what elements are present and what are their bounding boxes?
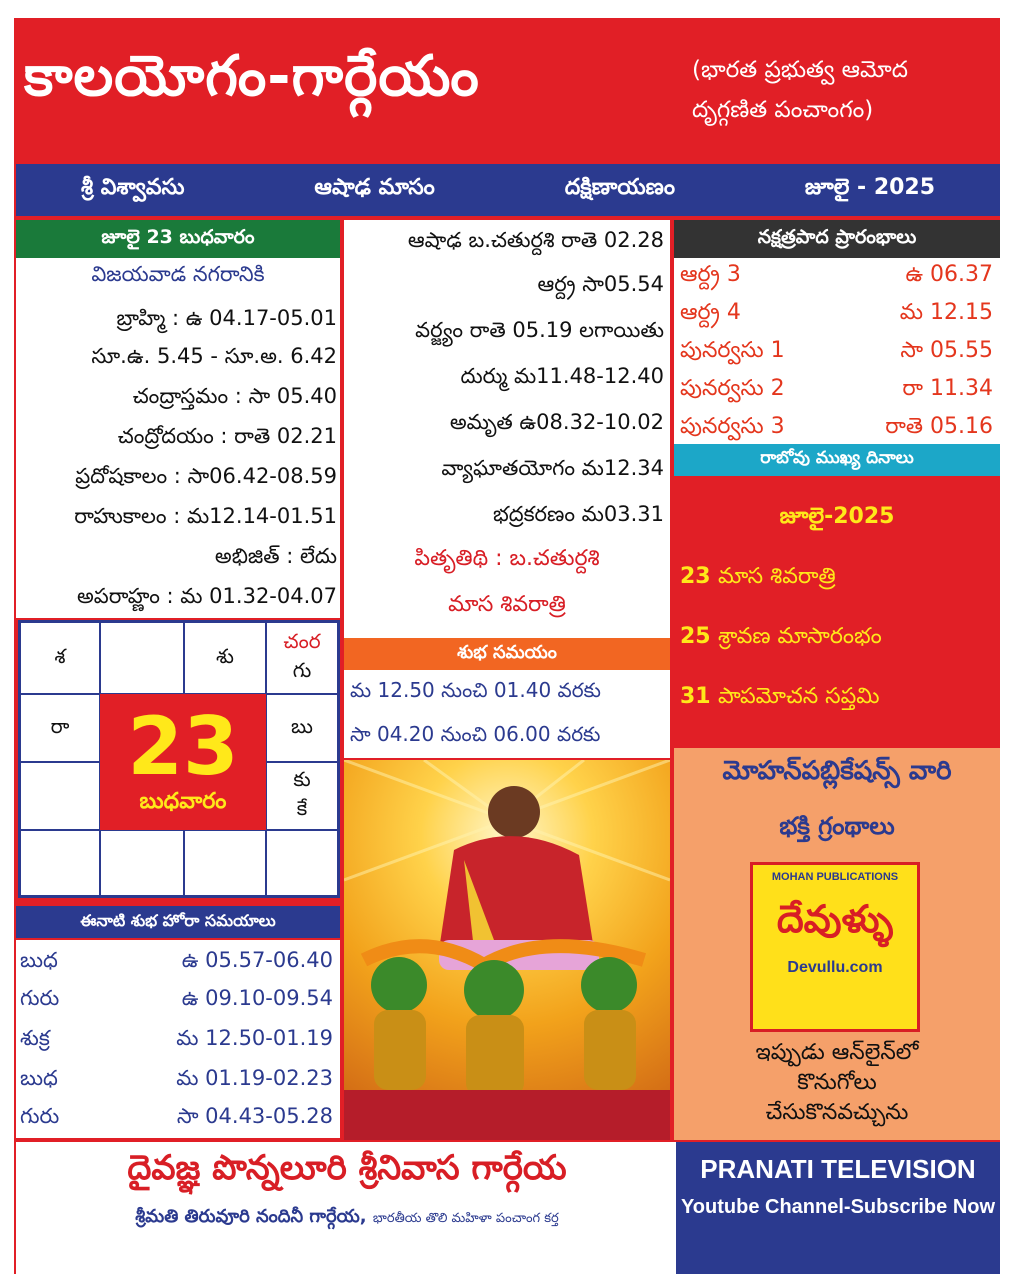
book-title: దేవుళ్ళు — [776, 897, 894, 941]
calendar-info-bar — [16, 164, 1000, 216]
buy-line: చేసుకొనవచ్చును — [765, 1100, 909, 1125]
hora-name: గురు — [20, 986, 60, 1010]
durmuhurtam-row: దుర్ము మ11.48-12.40 — [460, 364, 664, 388]
buy-line: కొనుగోలు — [797, 1070, 877, 1095]
priest-photo — [344, 760, 670, 1140]
timing-row: రాహుకాలం : మ12.14-01.51 — [74, 504, 337, 528]
page-subtitle — [692, 50, 997, 130]
grid-cell: శ — [20, 622, 100, 694]
nakshatra-name: పునర్వసు 1 — [680, 338, 785, 363]
upcoming-desc: మాస శివరాత్రి — [718, 564, 836, 589]
timing-row: చంద్రోదయం : రాతె 02.21 — [117, 424, 337, 448]
priest-illustration — [344, 760, 670, 1140]
grid-cell — [20, 830, 100, 896]
nakshatra-name: ఆర్ద్ర 3 — [680, 262, 741, 287]
upcoming-desc: శ్రావణ మాసారంభం — [718, 624, 882, 649]
upcoming-desc: పాపమోచన సప్తమి — [718, 684, 880, 709]
upcoming-day: 25 — [680, 624, 711, 649]
chandra-label: చంర — [283, 629, 321, 653]
graha-chart — [18, 620, 340, 898]
hora-time: ఉ 09.10-09.54 — [181, 986, 333, 1010]
grid-cell — [266, 622, 338, 694]
karanam-row: భద్రకరణం మ03.31 — [493, 502, 664, 526]
nakshatra-time: రాతె 05.16 — [885, 414, 993, 439]
timing-row: అపరాహ్ణం : మ 01.32-04.07 — [77, 584, 337, 608]
page-title: కాలయోగం-గార్గేయం — [24, 44, 480, 109]
hora-time: ఉ 05.57-06.40 — [181, 948, 333, 972]
ketu-label: కే — [296, 796, 308, 820]
tithi-row: ఆషాఢ బ.చతుర్దశి రాతె 02.28 — [407, 228, 664, 252]
subtitle-line-1: (భారత ప్రభుత్వ ఆమోద — [692, 57, 908, 83]
grid-cell: బు — [266, 694, 338, 762]
masam: ఆషాఢ మాసం — [314, 175, 435, 200]
devullu-book-cover[interactable] — [750, 862, 920, 1032]
guru-label: గు — [292, 658, 312, 682]
upcoming-day: 23 — [680, 564, 711, 589]
kuja-label: కు — [293, 767, 311, 791]
timing-row: ప్రదోషకాలం : సా06.42-08.59 — [75, 464, 337, 488]
coauthor-line — [22, 1206, 672, 1231]
timing-row: బ్రాహ్మి : ఉ 04.17-05.01 — [116, 306, 337, 330]
samvatsara: శ్రీ విశ్వావసు — [80, 175, 185, 200]
hora-name: శుక్ర — [20, 1026, 50, 1050]
hora-time: మ 12.50-01.19 — [176, 1026, 333, 1050]
author-name: దైవజ్ఞ పొన్నలూరి శ్రీనివాస గార్గేయ — [127, 1148, 567, 1188]
grid-cell — [20, 762, 100, 830]
upcoming-days-header: రాబోవు ముఖ్య దినాలు — [674, 444, 1000, 476]
date-header: జూలై 23 బుధవారం — [16, 220, 340, 258]
grid-cell: రా — [20, 694, 100, 762]
month-year: జూలై - 2025 — [804, 175, 936, 200]
subtitle-line-2: దృగ్గణిత పంచాంగం) — [692, 97, 874, 123]
nakshatra-time: మ 12.15 — [899, 300, 993, 325]
hora-time: మ 01.19-02.23 — [176, 1066, 333, 1090]
grid-cell — [266, 830, 338, 896]
timing-row: అభిజిత్ : లేదు — [214, 544, 337, 568]
hora-name: బుధ — [20, 948, 58, 972]
ayanam: దక్షిణాయణం — [564, 175, 675, 200]
grid-cell — [266, 762, 338, 830]
shubha-time: మ 12.50 నుంచి 01.40 వరకు — [350, 678, 601, 702]
nakshatra-name: పునర్వసు 3 — [680, 414, 785, 439]
ad-title: మోహన్‌పబ్లికేషన్స్ వారి — [722, 756, 952, 786]
book-brand: MOHAN PUBLICATIONS — [771, 871, 899, 883]
book-site: Devullu.com — [787, 959, 883, 976]
nakshatra-time: ఉ 06.37 — [905, 262, 993, 287]
grid-cell — [100, 622, 184, 694]
grid-cell — [184, 830, 266, 896]
masa-shivaratri: మాస శివరాత్రి — [448, 592, 566, 617]
amrita-row: అమృత ఉ08.32-10.02 — [449, 410, 664, 434]
timing-row: సూ.ఉ. 5.45 - సూ.అ. 6.42 — [91, 344, 337, 368]
grid-cell — [100, 830, 184, 896]
ad-subtitle: భక్తి గ్రంథాలు — [779, 812, 895, 840]
grid-cell: శు — [184, 622, 266, 694]
shubha-samayam-header: శుభ సమయం — [344, 638, 670, 670]
coauthor-name: శ్రీమతి తిరువూరి నందినీ గార్గేయ, — [135, 1206, 367, 1227]
tv-title: PRANATI TELEVISION — [700, 1154, 976, 1184]
upcoming-day: 31 — [680, 684, 711, 709]
date-number: 23 — [127, 700, 239, 793]
nakshatra-pada-header: నక్షత్రపాద ప్రారంభాలు — [674, 220, 1000, 258]
nakshatra-time: సా 05.55 — [900, 338, 993, 363]
coauthor-note: భారతీయ తొలి మహిళా పంచాంగ కర్త — [372, 1211, 559, 1226]
nakshatra-name: ఆర్ద్ర 4 — [680, 300, 741, 325]
pitru-tithi: పితృతిథి : బ.చతుర్దశి — [414, 546, 600, 571]
city-label: విజయవాడ నగరానికి — [91, 262, 265, 286]
upcoming-month: జూలై-2025 — [779, 504, 895, 529]
tv-subscribe[interactable]: Youtube Channel-Subscribe Now — [680, 1196, 996, 1218]
buy-line: ఇప్పుడు ఆన్‌లైన్‌లో — [755, 1040, 919, 1065]
nakshatra-name: పునర్వసు 2 — [680, 376, 785, 401]
nakshatra-time: రా 11.34 — [902, 376, 993, 401]
hora-header: ఈనాటి శుభ హోరా సమయాలు — [16, 906, 340, 938]
timing-row: చంద్రాస్తమం : సా 05.40 — [132, 384, 337, 408]
weekday-label: బుధవారం — [139, 789, 227, 814]
hora-name: బుధ — [20, 1066, 58, 1090]
yogam-row: వ్యాఘాతయోగం మ12.34 — [441, 456, 664, 480]
date-box — [100, 694, 266, 830]
hora-name: గురు — [20, 1104, 60, 1128]
nakshatra-row: ఆర్ద్ర సా05.54 — [537, 272, 664, 296]
varjyam-row: వర్జ్యం రాతె 05.19 లగాయితు — [415, 318, 664, 342]
hora-time: సా 04.43-05.28 — [176, 1104, 333, 1128]
shubha-time: సా 04.20 నుంచి 06.00 వరకు — [350, 722, 601, 746]
